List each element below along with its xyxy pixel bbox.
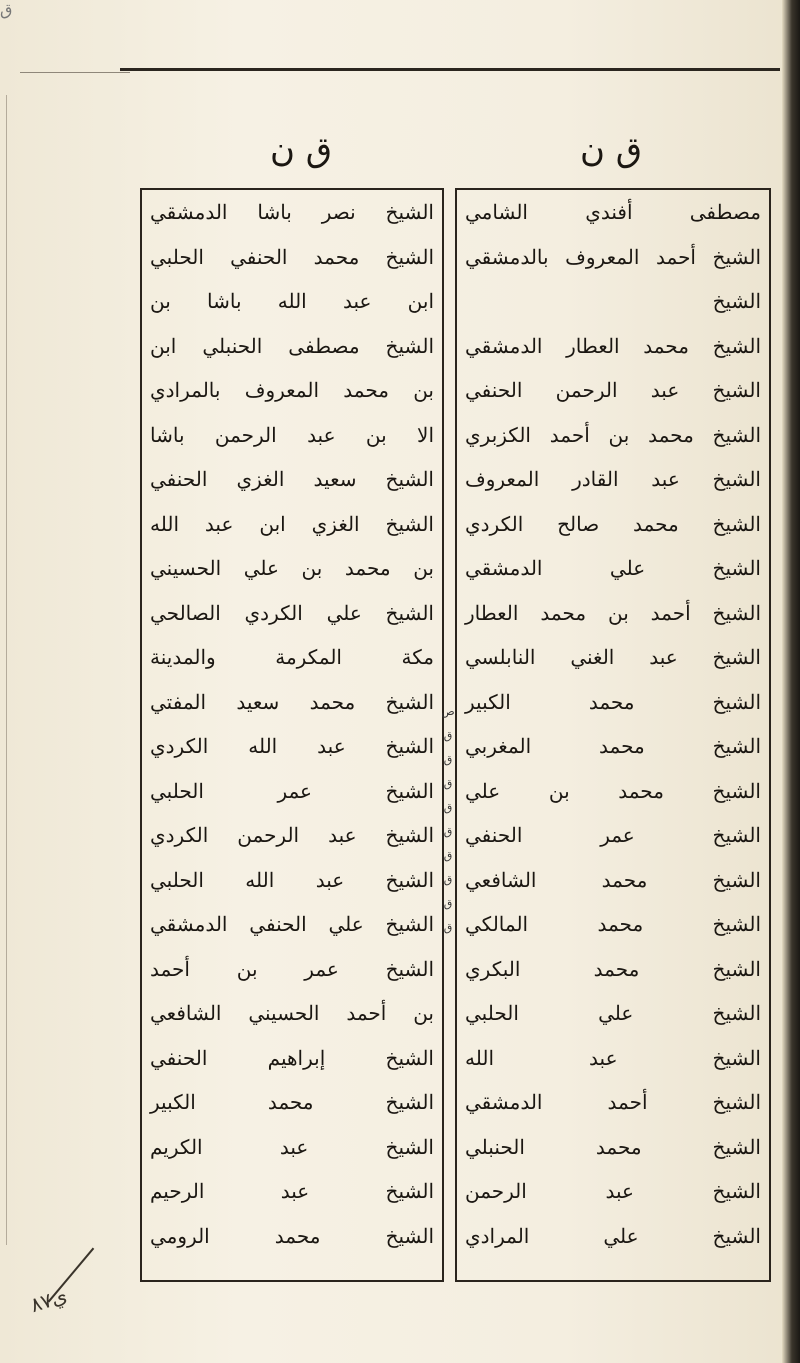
text-line: الشيخ عمر الحنفي [465, 823, 761, 847]
text-line: الشيخ محمد العطار الدمشقي [465, 333, 761, 358]
heading-left: ق ن [270, 130, 333, 170]
text-line: الا بن عبد الرحمن باشا [150, 422, 434, 447]
text-line: الشيخ محمد الحنفي الحلبي [150, 244, 434, 269]
text-line: الشيخ محمد المالكي [465, 912, 761, 936]
text-line: بن محمد المعروف بالمرادي [150, 378, 434, 402]
text-line: الشيخ عبد الغني النابلسي [465, 645, 761, 669]
text-line: الشيخ عمر بن أحمد [150, 956, 434, 981]
text-line: الشيخ علي الدمشقي [465, 556, 761, 580]
text-line: الشيخ علي الحلبي [465, 1001, 761, 1025]
text-line: الشيخ محمد سعيد المفتي [150, 689, 434, 714]
text-line: الشيخ محمد بن علي [465, 778, 761, 803]
text-line: بن محمد بن علي الحسيني [150, 556, 434, 580]
gutter-note: ق [443, 729, 453, 742]
text-line: الشيخ علي الحنفي الدمشقي [150, 912, 434, 936]
text-line: الشيخ [712, 289, 761, 313]
text-line: الشيخ أحمد الدمشقي [465, 1090, 761, 1114]
text-line: الشيخ محمد المغربي [465, 734, 761, 758]
text-line: الشيخ عبد الكريم [150, 1134, 434, 1159]
corner-mark: ق [0, 0, 13, 19]
text-line: الشيخ عبد الله الكردي [150, 734, 434, 758]
heading-right: ق ن [580, 130, 643, 170]
text-line: الشيخ أحمد بن محمد العطار [465, 600, 761, 625]
gutter-note: ق [443, 753, 453, 766]
text-line: مكة المكرمة والمدينة [150, 645, 434, 669]
margin-line [6, 95, 7, 1245]
text-line: الشيخ محمد الكبير [150, 1090, 434, 1114]
margin-stamp: ي۸۷ [27, 1282, 70, 1318]
text-line: الشيخ محمد بن أحمد الكزبري [465, 422, 761, 447]
gutter-note: ق [443, 825, 453, 838]
text-line: ابن عبد الله باشا بن [150, 289, 434, 313]
text-line: الشيخ علي الكردي الصالحي [150, 600, 434, 625]
text-line: الشيخ سعيد الغزي الحنفي [150, 467, 434, 491]
text-line: الشيخ نصر باشا الدمشقي [150, 200, 434, 224]
book-spine [782, 0, 800, 1363]
gutter-notes [441, 700, 455, 940]
text-line: الشيخ مصطفى الحنبلي ابن [150, 333, 434, 358]
text-line: الشيخ عمر الحلبي [150, 778, 434, 803]
gutter-note: ق [443, 801, 453, 814]
left-text-column [140, 188, 444, 1282]
gutter-note: ص [441, 705, 455, 718]
gutter-note: ق [443, 897, 453, 910]
text-line: الشيخ عبد الرحمن [465, 1179, 761, 1203]
gutter-note: ق [443, 921, 453, 934]
text-line: الشيخ عبد الله الحلبي [150, 867, 434, 892]
text-line: الشيخ محمد الحنبلي [465, 1134, 761, 1159]
text-line: مصطفى أفندي الشامي [465, 200, 761, 224]
top-rule [120, 68, 780, 71]
text-line: الشيخ علي المرادي [465, 1223, 761, 1248]
text-line: الشيخ عبد الرحيم [150, 1179, 434, 1203]
gutter-note: ق [443, 873, 453, 886]
text-line: الشيخ محمد الرومي [150, 1223, 434, 1248]
text-line: الشيخ الغزي ابن عبد الله [150, 511, 434, 536]
text-line: الشيخ إبراهيم الحنفي [150, 1045, 434, 1070]
text-line: الشيخ عبد الرحمن الكردي [150, 823, 434, 847]
text-line: الشيخ عبد الرحمن الحنفي [465, 378, 761, 402]
top-thin-rule [20, 72, 130, 73]
right-text-column [455, 188, 771, 1282]
text-line: بن أحمد الحسيني الشافعي [150, 1001, 434, 1025]
text-line: الشيخ محمد البكري [465, 956, 761, 981]
text-line: الشيخ محمد الشافعي [465, 867, 761, 892]
gutter-note: ق [443, 849, 453, 862]
gutter-note: ق [443, 777, 453, 790]
text-line: الشيخ عبد الله [465, 1045, 761, 1070]
text-line: الشيخ عبد القادر المعروف [465, 467, 761, 491]
text-line: الشيخ محمد الكبير [465, 689, 761, 714]
text-line: الشيخ محمد صالح الكردي [465, 511, 761, 536]
text-line: الشيخ أحمد المعروف بالدمشقي [465, 244, 761, 269]
